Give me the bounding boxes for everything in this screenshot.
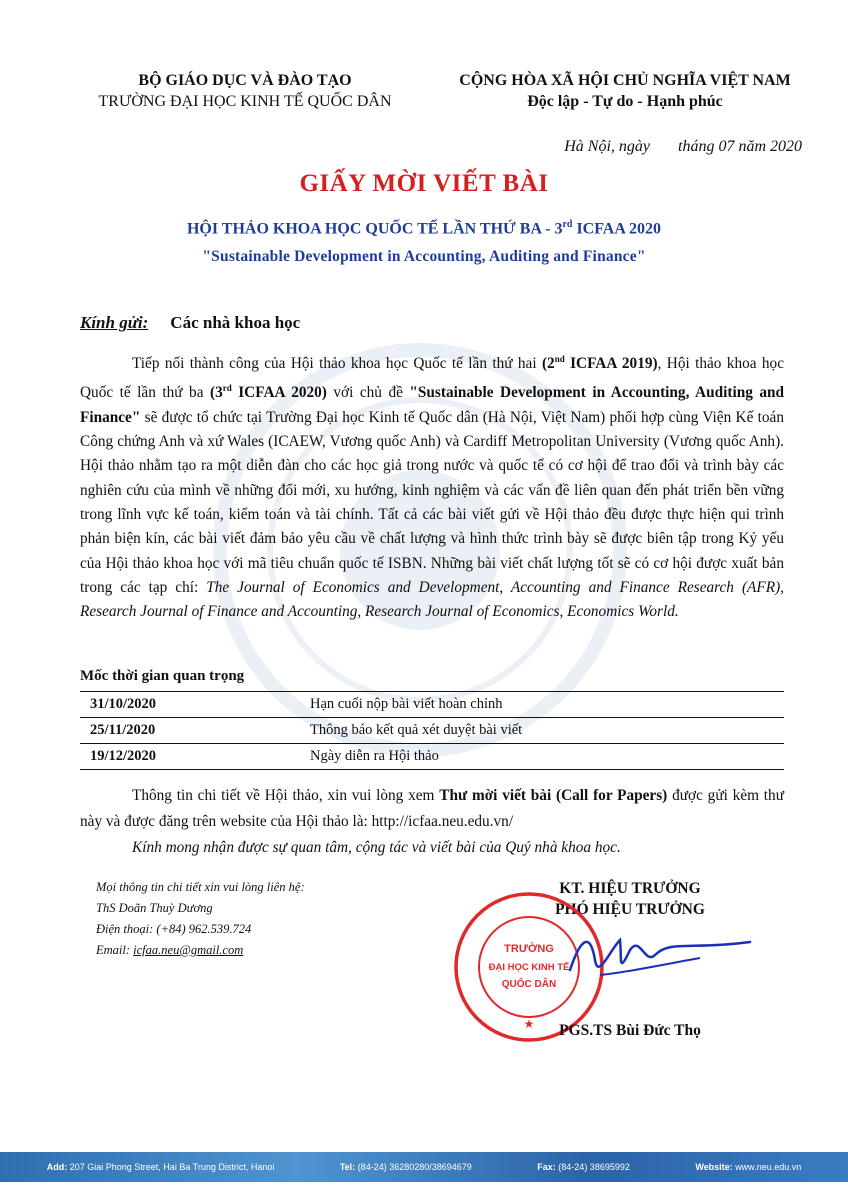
body-bold-b-text2: ICFAA 2020) xyxy=(231,384,327,402)
closing-line: Kính mong nhận được sự quan tâm, cộng tác và viết bài của Quý nhà khoa học. xyxy=(132,839,621,856)
body-bold-b-text: (3 xyxy=(209,384,223,402)
handwritten-signature xyxy=(560,920,760,990)
body-bold-a xyxy=(542,355,658,372)
signature-line-1: KT. HIỆU TRƯỞNG xyxy=(559,880,701,897)
footer-tel xyxy=(340,1162,472,1172)
body-bold-a-text2: ICFAA 2019) xyxy=(564,355,658,373)
subtitle-prefix: HỘI THẢO KHOA HỌC QUỐC TẾ LẦN THỨ BA - 3 xyxy=(186,220,563,238)
document-title: GIẤY MỜI VIẾT BÀI xyxy=(299,170,549,197)
table-row xyxy=(80,718,784,744)
svg-text:ĐẠI HỌC KINH TẾ: ĐẠI HỌC KINH TẾ xyxy=(488,962,570,973)
footer-fax-label: Fax: xyxy=(537,1162,556,1172)
milestone-event: Hạn cuối nộp bài viết hoàn chỉnh xyxy=(300,692,784,718)
body-journals: The Journal of Economics and Development, Accounting and Finance Research (AFR), Research Journal of Finance and Accounting, Research Journal of Economics, Economics World. xyxy=(80,578,784,621)
header-left xyxy=(70,70,420,112)
subtitle-suffix: ICFAA 2020 xyxy=(572,220,662,238)
contact-name: ThS Doãn Thuỳ Dương xyxy=(96,901,213,915)
national-motto: Độc lập - Tự do - Hạnh phúc xyxy=(527,93,723,110)
greeting xyxy=(80,313,300,333)
milestone-event: Thông báo kết quả xét duyệt bài viết xyxy=(300,718,784,744)
greeting-label: Kính gửi: xyxy=(80,313,149,332)
footer-tel-label: Tel: xyxy=(339,1162,356,1172)
milestone-event: Ngày diễn ra Hội thảo xyxy=(300,744,784,770)
contact-email-line xyxy=(96,940,305,961)
footer-address xyxy=(47,1162,275,1172)
info-text-c: được gửi kèm thư này và được đăng trên website của Hội thảo là: http://icfaa.neu.edu.vn/ xyxy=(80,787,784,830)
footer-web-value[interactable]: www.neu.edu.vn xyxy=(735,1162,802,1172)
footer-address-value: 207 Giai Phong Street, Hai Ba Trung District, Hanoi xyxy=(69,1162,275,1172)
body-bold-a-text: (2 xyxy=(541,355,555,373)
footer-website xyxy=(695,1162,801,1172)
contact-block xyxy=(96,877,305,961)
university-name: TRƯỜNG ĐẠI HỌC KINH TẾ QUỐC DÂN xyxy=(98,93,392,110)
milestones-title: Mốc thời gian quan trọng xyxy=(80,668,245,684)
milestone-date: 31/10/2020 xyxy=(80,692,300,718)
body-text-5: với chủ đề xyxy=(326,384,410,402)
contact-phone: Điện thoại: (+84) 962.539.724 xyxy=(96,922,252,936)
subtitle-sup: rd xyxy=(562,219,573,230)
table-row xyxy=(80,692,784,718)
signature-line-2: PHÓ HIỆU TRƯỞNG xyxy=(555,901,705,918)
body-bold-theme: "Sustainable Development in Accounting, Auditing and Finance" xyxy=(80,384,785,426)
contact-intro: Mọi thông tin chi tiết xin vui lòng liên hệ: xyxy=(96,880,305,894)
body-sup-b: rd xyxy=(222,383,232,394)
conference-theme: "Sustainable Development in Accounting, Auditing and Finance" xyxy=(202,248,646,265)
country-name: CỘNG HÒA XÃ HỘI CHỦ NGHĨA VIỆT NAM xyxy=(459,72,791,89)
svg-text:QUỐC DÂN: QUỐC DÂN xyxy=(501,979,557,990)
footer-fax-value: (84-24) 38695992 xyxy=(558,1162,630,1172)
signer-name: PGS.TS Bùi Đức Thọ xyxy=(559,1022,701,1039)
info-paragraph xyxy=(80,783,784,861)
date-line: Hà Nội, ngày tháng 07 năm 2020 xyxy=(564,138,802,155)
footer-tel-value: (84-24) 36280280/38694679 xyxy=(357,1162,472,1172)
ministry-name: BỘ GIÁO DỤC VÀ ĐÀO TẠO xyxy=(138,72,352,89)
footer-fax xyxy=(537,1162,630,1172)
greeting-recipient: Các nhà khoa học xyxy=(170,313,301,332)
footer-bar xyxy=(0,1152,848,1182)
milestones-table xyxy=(80,691,784,770)
milestone-date: 25/11/2020 xyxy=(80,718,300,744)
info-call-for-papers: Thư mời viết bài (Call for Papers) xyxy=(439,787,668,804)
svg-text:★: ★ xyxy=(523,1017,535,1031)
body-text-7: sẽ được tổ chức tại Trường Đại học Kinh tế Quốc dân (Hà Nội, Việt Nam) phối hợp cùng Viện Kế toán Công chứng Anh và xứ Wales (ICAEW, Vương quốc Anh) và Cardiff Metropolitan University (Vương quốc Anh). Hội thảo nhằm tạo ra một diễn đàn cho các học giả trong nước và quốc tế có cơ hội để trao đổi và trình bày các nghiên cứu của mình về những đổi mới, xu hướng, kinh nghiệm và các vấn đề liên quan đến phát triển bền vững trong lĩnh vực kế toán, kiểm toán và tài chính. Tất cả các bài viết gửi về Hội thảo đều được thực hiện qui trình phản biện kín, các bài viết đảm bảo yêu cầu về chất lượng và hình thức trình bày sẽ được biên tập trong Kỷ yếu của Hội thảo khoa học với mã tiêu chuẩn quốc tế ISBN. Những bài viết chất lượng tốt sẽ có cơ hội được xuất bản trong các tạp chí: xyxy=(80,408,784,596)
contact-email-label: Email: xyxy=(96,943,134,957)
body-bold-b xyxy=(210,384,327,401)
conference-subtitle xyxy=(0,219,848,238)
info-text-a: Thông tin chi tiết về Hội thảo, xin vui lòng xem xyxy=(132,787,440,804)
contact-email-link[interactable]: icfaa.neu@gmail.com xyxy=(133,943,244,957)
table-row xyxy=(80,744,784,770)
footer-web-label: Website: xyxy=(695,1162,733,1172)
svg-text:TRƯỜNG: TRƯỜNG xyxy=(504,943,554,955)
footer-address-label: Add: xyxy=(46,1162,68,1172)
body-paragraph xyxy=(80,347,784,624)
body-text-3: , Hội thảo khoa học Quốc tế lần thứ ba xyxy=(80,355,784,402)
body-text-1: Tiếp nối thành công của Hội thảo khoa học Quốc tế lần thứ hai xyxy=(132,355,542,373)
header-right xyxy=(430,70,820,112)
milestone-date: 19/12/2020 xyxy=(80,744,300,770)
body-sup-a: nd xyxy=(554,354,565,364)
